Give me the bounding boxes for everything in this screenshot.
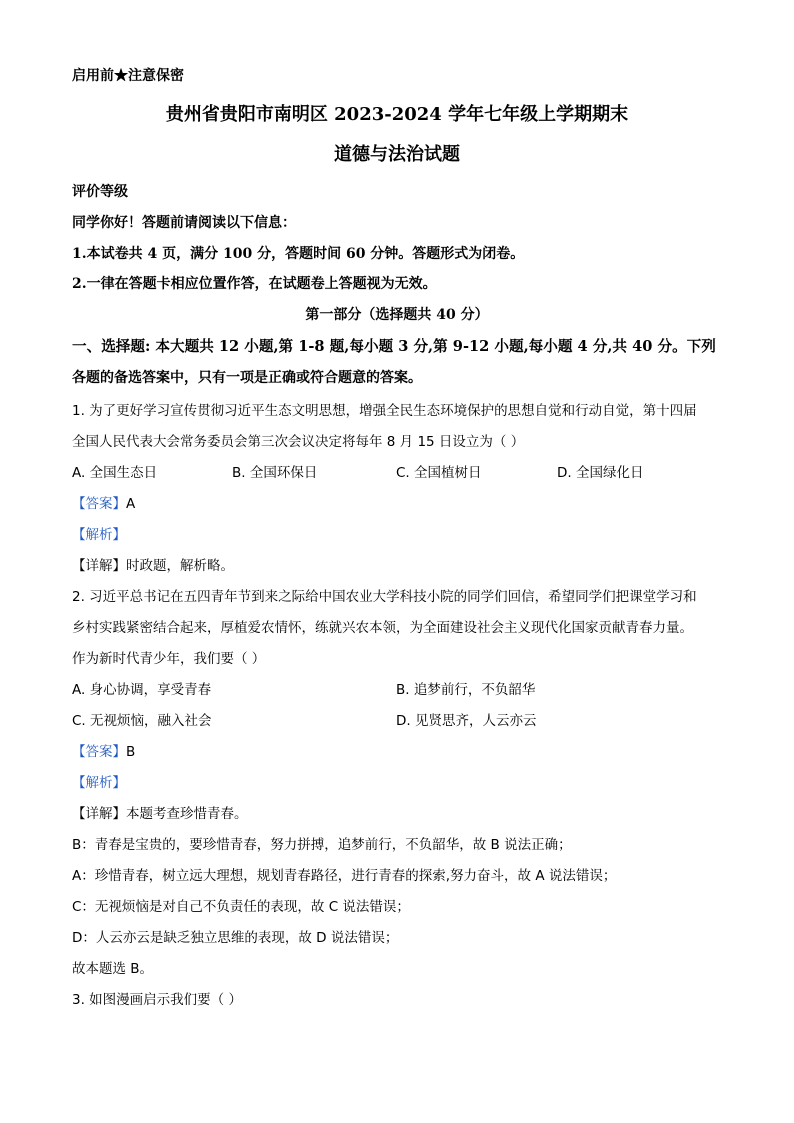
q2-answer — [72, 743, 135, 761]
greeting-text: 同学你好！答题前请阅读以下信息： — [72, 215, 296, 231]
q1-answer — [72, 495, 135, 513]
part1-instruction-line2: 各题的备选答案中，只有一项是正确或符合题意的答案。 — [72, 370, 422, 386]
rating-label: 评价等级 — [72, 184, 128, 200]
detail-text: 本题考查珍惜青春。 — [126, 806, 248, 822]
q2-explanation-b: B：青春是宝贵的，要珍惜青春，努力拼搏，追梦前行，不负韶华，故 B 说法正确； — [72, 837, 572, 853]
q2-option-b: B. 追梦前行，不负韶华 — [396, 682, 536, 698]
q2-option-c: C. 无视烦恼，融入社会 — [72, 713, 212, 729]
exam-title: 贵州省贵阳市南明区 2023-2024 学年七年级上学期期末 — [165, 104, 629, 125]
detail-tag: 【详解】 — [72, 558, 126, 574]
answer-tag: 【答案】 — [72, 744, 126, 760]
q2-explanation-a: A：珍惜青春，树立远大理想，规划青春路径，进行青春的探索,努力奋斗，故 A 说法错误； — [72, 868, 617, 884]
q2-explanation-d: D：人云亦云是缺乏独立思维的表现，故 D 说法错误； — [72, 930, 399, 946]
rule-2: 2.一律在答题卡相应位置作答，在试题卷上答题视为无效。 — [72, 276, 437, 292]
part1-heading: 第一部分（选择题共 40 分） — [305, 307, 489, 323]
rule-1: 1.本试卷共 4 页，满分 100 分，答题时间 60 分钟。答题形式为闭卷。 — [72, 246, 525, 262]
q1-option-b: B. 全国环保日 — [232, 465, 318, 481]
q1-option-a: A. 全国生态日 — [72, 465, 158, 481]
q2-stem-line2: 乡村实践紧密结合起来，厚植爱农情怀，练就兴农本领，为全面建设社会主义现代化国家贡献青春力量。 — [72, 620, 693, 636]
detail-tag: 【详解】 — [72, 806, 126, 822]
q2-stem-line1: 2. 习近平总书记在五四青年节到来之际给中国农业大学科技小院的同学们回信，希望同学们把课堂学习和 — [72, 589, 697, 605]
q1-analysis-tag: 【解析】 — [72, 527, 126, 543]
q1-option-d: D. 全国绿化日 — [557, 465, 644, 481]
q2-detail — [72, 805, 248, 823]
q1-stem-line2: 全国人民代表大会常务委员会第三次会议决定将每年 8 月 15 日设立为（ ） — [72, 434, 525, 450]
answer-value: A — [126, 496, 136, 512]
answer-value: B — [126, 744, 136, 760]
answer-tag: 【答案】 — [72, 496, 126, 512]
exam-subtitle: 道德与法治试题 — [334, 144, 460, 165]
part1-instruction-line1: 一、选择题: 本大题共 12 小题,第 1-8 题,每小题 3 分,第 9-12 小题,每小题 4 分,共 40 分。下列 — [72, 338, 716, 355]
q1-option-c: C. 全国植树日 — [396, 465, 482, 481]
q1-detail — [72, 557, 234, 575]
q2-option-a: A. 身心协调，享受青春 — [72, 682, 212, 698]
q2-stem-line3: 作为新时代青少年，我们要（ ） — [72, 651, 266, 667]
q2-option-d: D. 见贤思齐，人云亦云 — [396, 713, 537, 729]
q1-stem-line1: 1. 为了更好学习宣传贯彻习近平生态文明思想，增强全民生态环境保护的思想自觉和行动自觉，第十四届 — [72, 403, 697, 419]
q2-explanation-c: C：无视烦恼是对自己不负责任的表现，故 C 说法错误； — [72, 899, 410, 915]
q3-stem-line1: 3. 如图漫画启示我们要（ ） — [72, 992, 242, 1008]
detail-text: 时政题，解析略。 — [126, 558, 234, 574]
q2-conclusion: 故本题选 B。 — [72, 961, 154, 977]
q2-analysis-tag: 【解析】 — [72, 775, 126, 791]
confidential-label: 启用前★注意保密 — [72, 68, 184, 84]
